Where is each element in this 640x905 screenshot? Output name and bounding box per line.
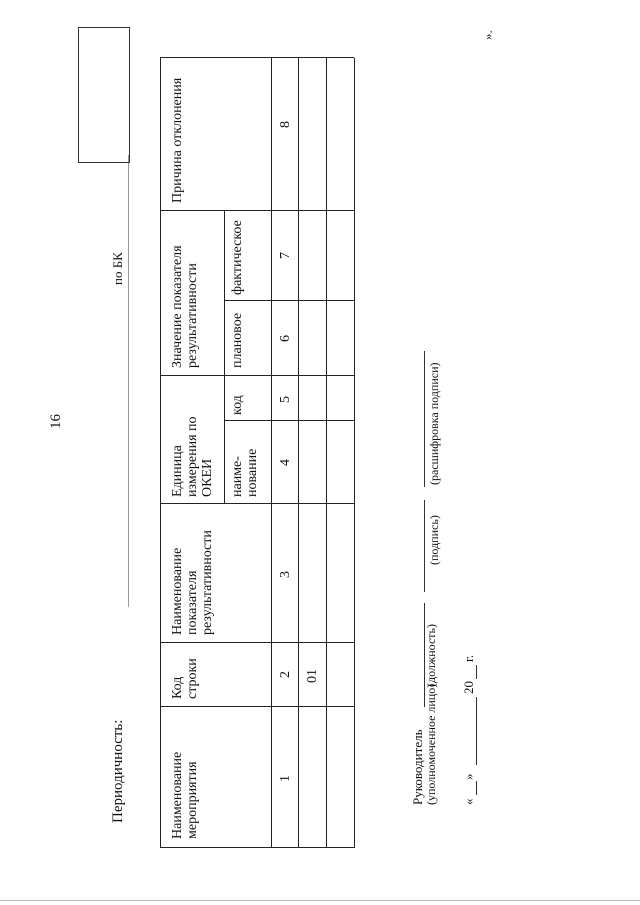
year-blank <box>476 665 477 679</box>
column-number-4: 4 <box>278 459 293 466</box>
header-planned: плановое <box>230 312 245 368</box>
column-number-1: 1 <box>278 775 293 782</box>
header-event-name: Наименование мероприятия <box>170 751 200 839</box>
date-close-quote: » <box>461 773 476 780</box>
header-indicator-value: Значение показателя результативности <box>170 245 200 368</box>
table-line-row2 <box>298 58 299 848</box>
day-blank <box>476 781 477 795</box>
periodicity-label: Периодичность: <box>110 719 126 823</box>
date-open-quote: « <box>461 798 476 805</box>
column-number-5: 5 <box>278 396 293 403</box>
col-line-2 <box>160 642 354 643</box>
header-subdivider <box>224 211 225 504</box>
column-number-2: 2 <box>278 671 293 678</box>
month-blank <box>476 697 477 765</box>
column-number-7: 7 <box>278 252 293 259</box>
column-number-6: 6 <box>278 335 293 342</box>
year-prefix: 20 <box>461 681 476 694</box>
position-caption: (должность) <box>424 624 438 687</box>
page-edge-line <box>0 900 640 901</box>
signature-caption: (подпись) <box>427 515 441 565</box>
table-line-row1 <box>271 58 272 848</box>
decode-line <box>424 351 425 487</box>
authorized-person: (уполномоченное лицо) <box>424 683 438 805</box>
row-code-01: 01 <box>305 669 320 683</box>
column-number-3: 3 <box>278 571 293 578</box>
col-line-7 <box>160 210 354 211</box>
signature-line <box>424 500 425 592</box>
page-number: 16 <box>48 414 64 429</box>
header-indicator-name: Наименование показателя результативности <box>170 530 215 635</box>
code-box <box>78 27 130 163</box>
quote-mark: ». <box>480 30 495 40</box>
col-line-6 <box>224 300 354 301</box>
table-border-left <box>160 847 354 848</box>
head-label: Руководитель <box>410 729 425 805</box>
table-border-right <box>160 57 354 58</box>
decode-caption: (расшифровка подписи) <box>427 362 441 485</box>
table-border-bottom <box>354 58 355 848</box>
col-line-1 <box>160 706 354 707</box>
header-okei-unit: Единица измерения по ОКЕИ <box>170 416 215 497</box>
col-line-5 <box>160 375 354 376</box>
year-suffix: г. <box>461 654 476 662</box>
periodicity-underline <box>128 155 129 607</box>
header-deviation-reason: Причина отклонения <box>170 77 185 203</box>
col-line-3 <box>160 503 354 504</box>
column-number-8: 8 <box>278 121 293 128</box>
table-border-top <box>160 58 161 848</box>
header-okei-name: наиме-нование <box>230 448 260 497</box>
header-okei-code: код <box>230 395 245 415</box>
bk-label: по БК <box>110 252 125 285</box>
table-line-row3 <box>326 58 327 848</box>
header-row-code: Код строки <box>170 658 200 699</box>
header-actual: фактическое <box>230 220 245 295</box>
col-line-4 <box>224 420 354 421</box>
